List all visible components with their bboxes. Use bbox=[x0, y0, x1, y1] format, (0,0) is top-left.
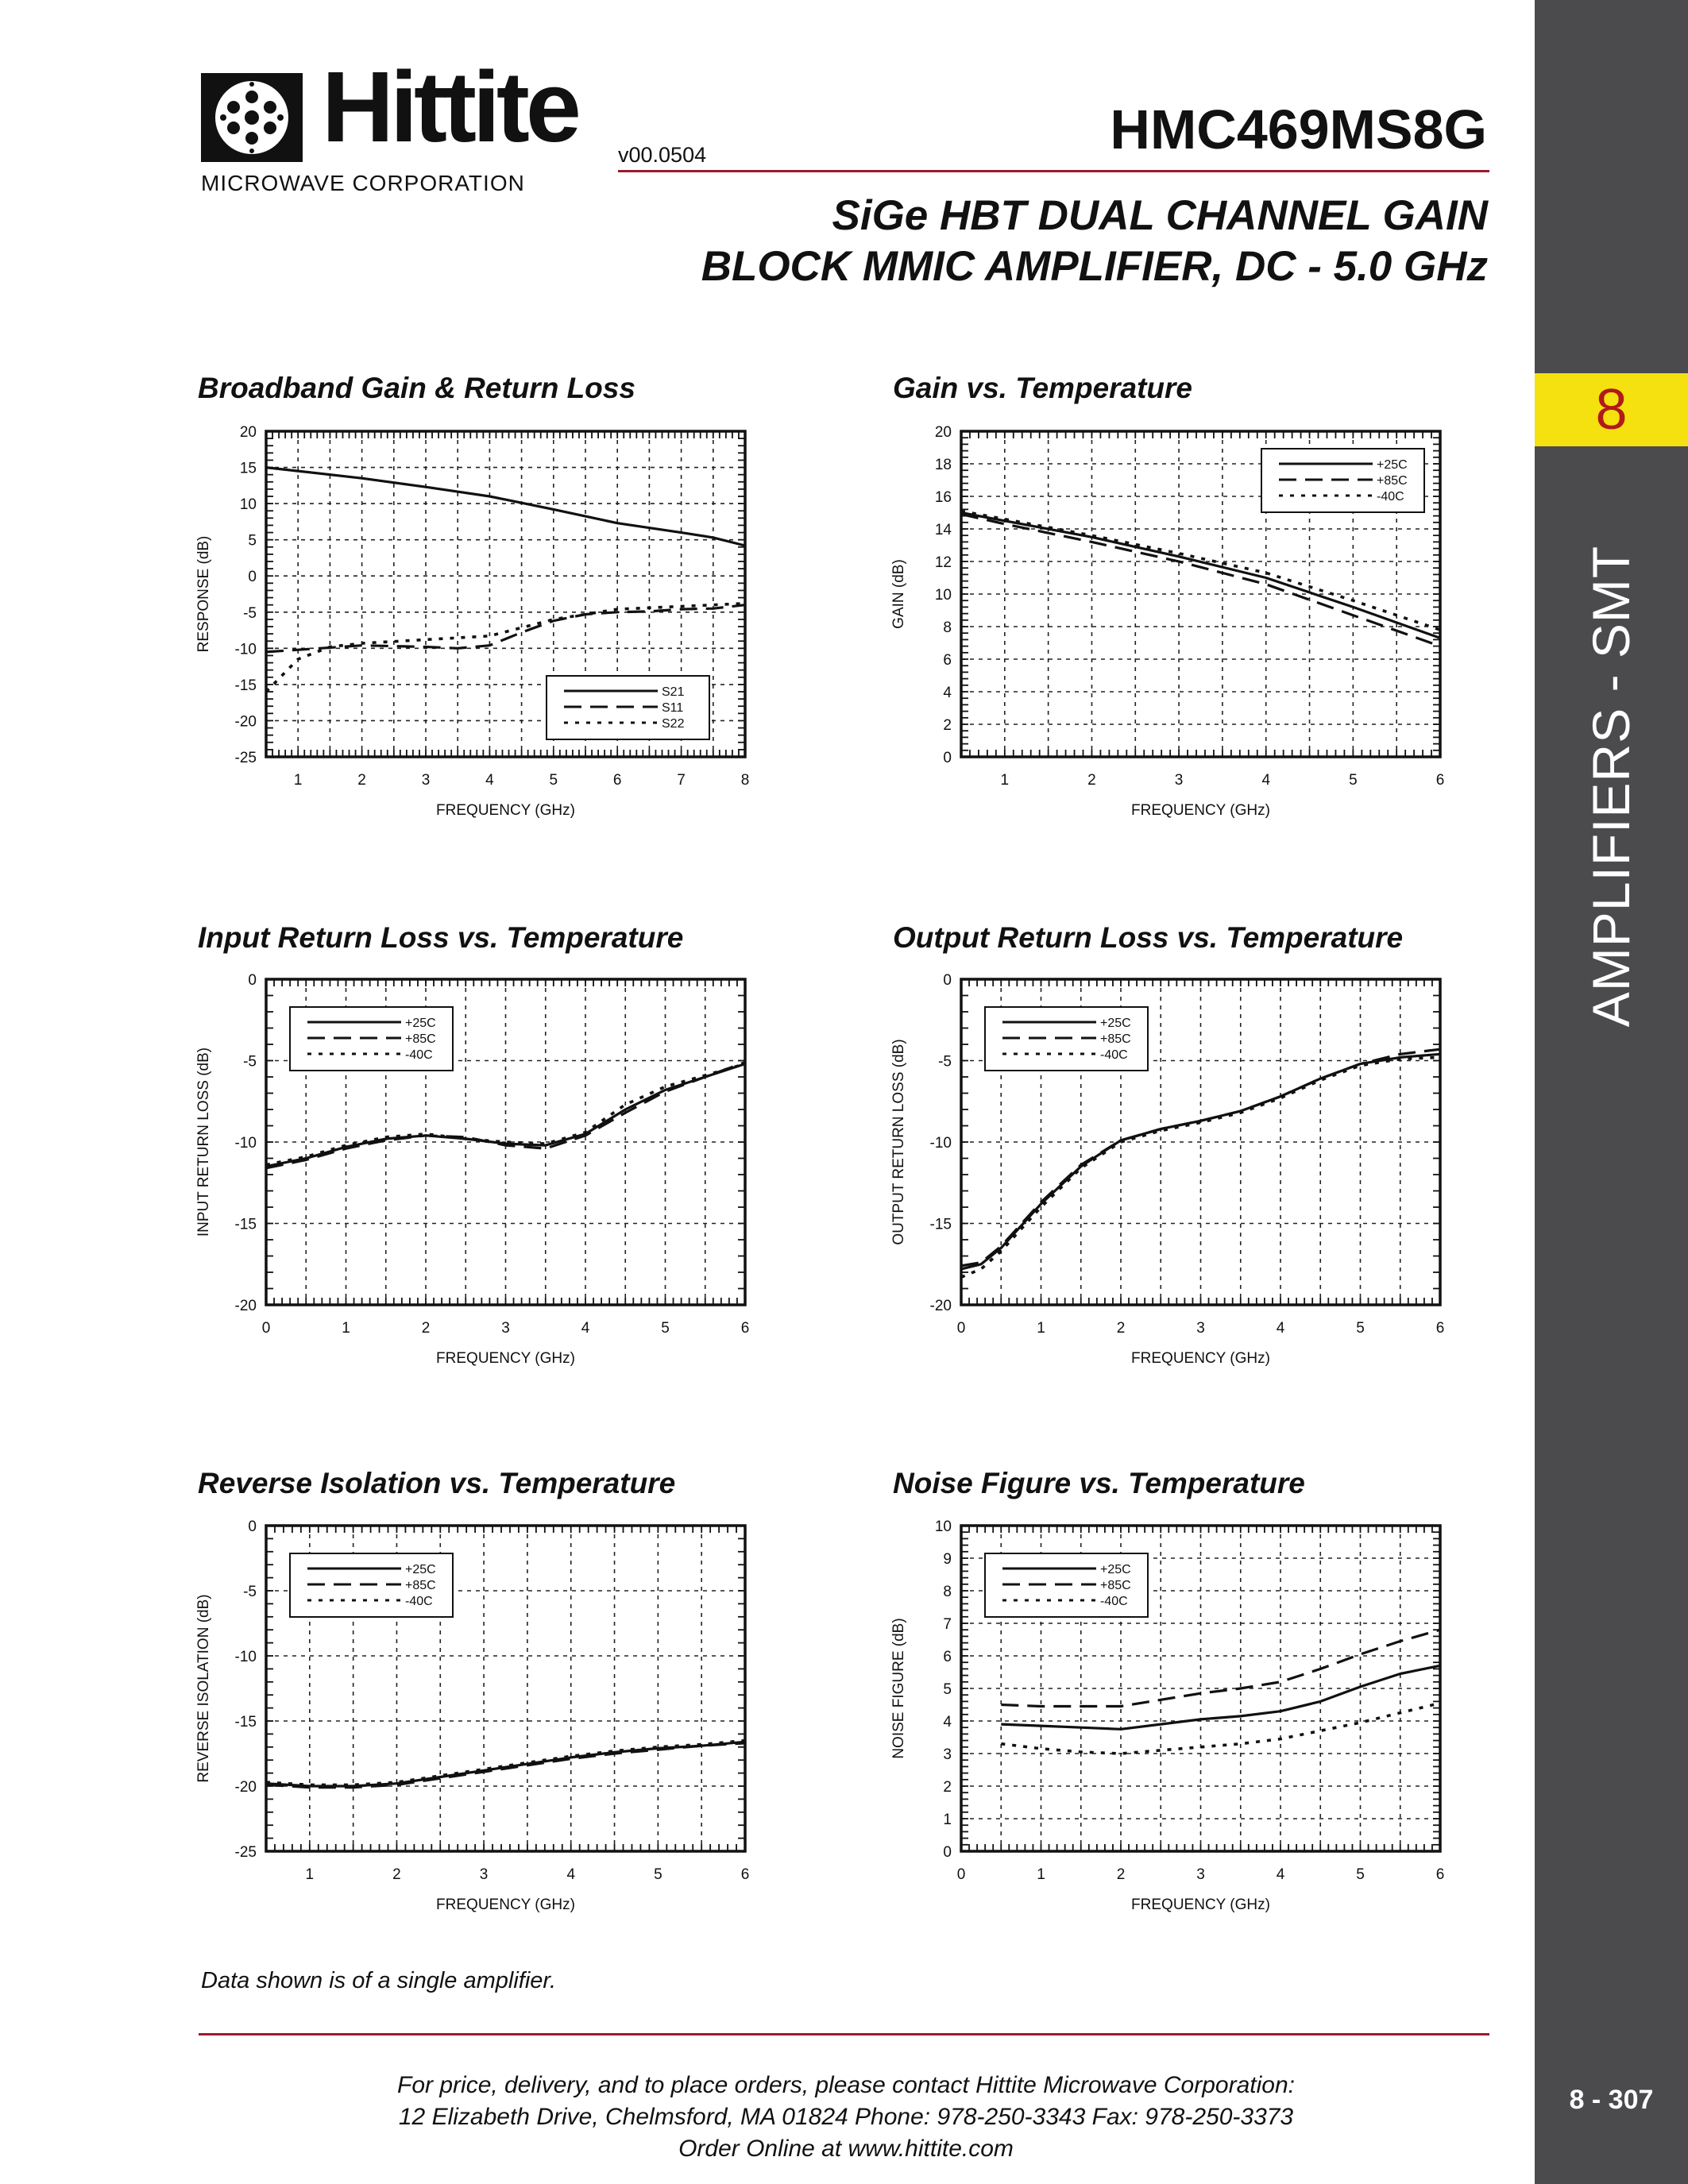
footer-line-2: 12 Elizabeth Drive, Chelmsford, MA 01824 Phone: 978-250-3343 Fax: 978-250-3373 bbox=[398, 2104, 1294, 2130]
legend-label: -40C bbox=[405, 1595, 433, 1608]
y-tick-label: 8 bbox=[943, 619, 952, 636]
legend-label: +85C bbox=[1100, 1032, 1131, 1046]
series-line-s21 bbox=[266, 468, 745, 546]
x-tick-label: 3 bbox=[1196, 1320, 1205, 1337]
x-tick-label: 2 bbox=[357, 772, 366, 789]
y-tick-label: -20 bbox=[234, 1298, 257, 1314]
y-tick-label: 9 bbox=[943, 1551, 952, 1568]
y-tick-label: 0 bbox=[943, 750, 952, 766]
y-tick-label: -10 bbox=[234, 641, 257, 658]
series-line-25c bbox=[961, 513, 1440, 639]
chart-output-return-loss bbox=[886, 965, 1458, 1382]
x-tick-label: 3 bbox=[1196, 1866, 1205, 1883]
legend-label: +25C bbox=[405, 1563, 436, 1576]
x-axis-label: FREQUENCY (GHz) bbox=[1131, 802, 1270, 819]
y-tick-label: 0 bbox=[248, 569, 257, 586]
y-tick-label: 10 bbox=[934, 587, 952, 604]
footer-line-3: Order Online at www.hittite.com bbox=[678, 2136, 1014, 2162]
y-tick-label: 15 bbox=[239, 460, 257, 477]
y-tick-label: 4 bbox=[943, 1714, 952, 1731]
x-tick-label: 3 bbox=[501, 1320, 510, 1337]
series-line-25c bbox=[1001, 1665, 1440, 1729]
x-tick-label: 7 bbox=[677, 772, 686, 789]
hittite-logo-icon bbox=[201, 73, 303, 162]
y-tick-label: 2 bbox=[943, 1779, 952, 1796]
x-tick-label: 4 bbox=[1276, 1866, 1285, 1883]
series-line-85c bbox=[266, 1743, 745, 1788]
x-tick-label: 5 bbox=[1356, 1866, 1365, 1883]
chart-legend bbox=[290, 1553, 453, 1617]
y-tick-label: -15 bbox=[234, 677, 257, 694]
y-tick-label: 16 bbox=[934, 489, 952, 506]
x-tick-label: 5 bbox=[549, 772, 558, 789]
x-tick-label: 1 bbox=[1037, 1866, 1045, 1883]
y-axis-label: OUTPUT RETURN LOSS (dB) bbox=[890, 1039, 907, 1245]
y-axis-label: NOISE FIGURE (dB) bbox=[890, 1618, 907, 1759]
header-rule bbox=[618, 170, 1489, 172]
legend-label: -40C bbox=[405, 1048, 433, 1062]
y-tick-label: 0 bbox=[248, 972, 257, 989]
y-tick-label: -15 bbox=[234, 1216, 257, 1233]
x-tick-label: 5 bbox=[654, 1866, 662, 1883]
x-tick-label: 6 bbox=[740, 1320, 750, 1337]
subtitle-line-2: BLOCK MMIC AMPLIFIER, DC - 5.0 GHz bbox=[701, 243, 1488, 290]
y-tick-label: -25 bbox=[234, 1844, 257, 1861]
legend-label: -40C bbox=[1100, 1048, 1128, 1062]
x-tick-label: 1 bbox=[1000, 772, 1010, 789]
y-tick-label: -5 bbox=[938, 1053, 952, 1071]
x-tick-label: 0 bbox=[956, 1866, 966, 1883]
y-tick-label: 0 bbox=[943, 1844, 952, 1861]
y-tick-label: -5 bbox=[243, 1053, 257, 1071]
y-tick-label: 12 bbox=[934, 554, 952, 571]
chart-reverse-isolation bbox=[191, 1511, 763, 1928]
x-tick-label: 4 bbox=[581, 1320, 590, 1337]
x-tick-label: 2 bbox=[1116, 1320, 1126, 1337]
legend-label: +25C bbox=[1100, 1563, 1131, 1576]
x-axis-label: FREQUENCY (GHz) bbox=[436, 1897, 575, 1913]
x-tick-label: 6 bbox=[1435, 1866, 1445, 1883]
y-axis-label: RESPONSE (dB) bbox=[195, 535, 212, 653]
y-tick-label: -20 bbox=[234, 1779, 257, 1796]
sidebar-bar bbox=[1535, 0, 1688, 2184]
y-tick-label: 20 bbox=[934, 424, 952, 441]
y-tick-label: 7 bbox=[943, 1616, 952, 1633]
x-tick-label: 0 bbox=[956, 1320, 966, 1337]
product-subtitle bbox=[701, 191, 1488, 292]
y-tick-label: 6 bbox=[943, 1649, 952, 1665]
chart-title-reverse-isolation: Reverse Isolation vs. Temperature bbox=[198, 1467, 676, 1499]
series-line-40c bbox=[1001, 1704, 1440, 1754]
y-tick-label: 5 bbox=[248, 532, 257, 550]
x-tick-label: 1 bbox=[305, 1866, 315, 1883]
x-tick-label: 5 bbox=[1349, 772, 1358, 789]
page-number: 8 - 307 bbox=[1569, 2085, 1654, 2115]
x-tick-label: 1 bbox=[1037, 1320, 1045, 1337]
footer-contact bbox=[199, 2070, 1493, 2165]
legend-label: +25C bbox=[1377, 458, 1408, 472]
x-tick-label: 4 bbox=[485, 772, 494, 789]
x-tick-label: 5 bbox=[661, 1320, 670, 1337]
x-axis-label: FREQUENCY (GHz) bbox=[1131, 1897, 1270, 1913]
y-tick-label: 0 bbox=[248, 1518, 257, 1535]
legend-label: S22 bbox=[662, 717, 685, 731]
series-line-85c bbox=[1001, 1630, 1440, 1706]
x-tick-label: 5 bbox=[1356, 1320, 1365, 1337]
y-tick-label: 8 bbox=[943, 1584, 952, 1600]
footer-line-1: For price, delivery, and to place orders, please contact Hittite Microwave Corporation: bbox=[397, 2072, 1295, 2098]
x-tick-label: 3 bbox=[479, 1866, 489, 1883]
x-tick-label: 3 bbox=[421, 772, 431, 789]
y-tick-label: 3 bbox=[943, 1746, 952, 1763]
x-tick-label: 2 bbox=[421, 1320, 431, 1337]
chart-legend bbox=[1261, 449, 1424, 512]
y-tick-label: -10 bbox=[234, 1649, 257, 1665]
y-tick-label: 1 bbox=[943, 1812, 952, 1828]
chart-legend bbox=[290, 1007, 453, 1071]
y-tick-label: 5 bbox=[943, 1681, 952, 1698]
y-tick-label: 20 bbox=[239, 424, 257, 441]
chart-title-gain-vs-temp: Gain vs. Temperature bbox=[893, 372, 1192, 404]
x-tick-label: 0 bbox=[261, 1320, 271, 1337]
y-tick-label: 2 bbox=[943, 717, 952, 734]
x-tick-label: 1 bbox=[342, 1320, 350, 1337]
document-version: v00.0504 bbox=[618, 143, 707, 167]
chart-noise-figure bbox=[886, 1511, 1458, 1928]
y-tick-label: 14 bbox=[934, 522, 952, 538]
x-tick-label: 2 bbox=[392, 1866, 401, 1883]
y-tick-label: 0 bbox=[943, 972, 952, 989]
x-tick-label: 3 bbox=[1174, 772, 1184, 789]
company-subtitle: MICROWAVE CORPORATION bbox=[201, 171, 525, 195]
legend-label: -40C bbox=[1100, 1595, 1128, 1608]
legend-label: -40C bbox=[1377, 490, 1404, 504]
x-axis-label: FREQUENCY (GHz) bbox=[436, 802, 575, 819]
section-tab: 8 bbox=[1535, 373, 1688, 446]
y-tick-label: -20 bbox=[234, 713, 257, 731]
chart-broadband-gain bbox=[191, 417, 763, 834]
y-tick-label: -20 bbox=[929, 1298, 952, 1314]
legend-label: +85C bbox=[405, 1032, 436, 1046]
legend-label: +85C bbox=[1100, 1579, 1131, 1592]
x-tick-label: 6 bbox=[612, 772, 622, 789]
chart-legend bbox=[547, 676, 709, 739]
chart-gain-vs-temp bbox=[886, 417, 1458, 834]
y-tick-label: 10 bbox=[239, 496, 257, 514]
legend-label: S11 bbox=[662, 701, 684, 715]
y-tick-label: 10 bbox=[934, 1518, 952, 1535]
chart-title-input-return-loss: Input Return Loss vs. Temperature bbox=[198, 921, 684, 954]
legend-label: +85C bbox=[405, 1579, 436, 1592]
x-tick-label: 2 bbox=[1087, 772, 1096, 789]
legend-label: S21 bbox=[662, 685, 685, 699]
chart-title-broadband-gain: Broadband Gain & Return Loss bbox=[198, 372, 635, 404]
x-tick-label: 6 bbox=[740, 1866, 750, 1883]
company-logo-word: Hittite bbox=[322, 51, 577, 163]
y-tick-label: -15 bbox=[234, 1714, 257, 1731]
chart-legend bbox=[985, 1553, 1148, 1617]
part-number: HMC469MS8G bbox=[1110, 98, 1487, 160]
x-tick-label: 6 bbox=[1435, 1320, 1445, 1337]
y-tick-label: 4 bbox=[943, 685, 952, 701]
footer-rule bbox=[199, 2033, 1489, 2035]
y-tick-label: -25 bbox=[234, 750, 257, 766]
chart-input-return-loss bbox=[191, 965, 763, 1382]
section-category: AMPLIFIERS - SMT bbox=[1582, 545, 1640, 1028]
y-tick-label: -5 bbox=[243, 604, 257, 622]
y-tick-label: -10 bbox=[929, 1135, 952, 1152]
y-tick-label: -15 bbox=[929, 1216, 952, 1233]
y-axis-label: REVERSE ISOLATION (dB) bbox=[195, 1594, 212, 1783]
x-tick-label: 6 bbox=[1435, 772, 1445, 789]
y-tick-label: 6 bbox=[943, 652, 952, 669]
y-tick-label: -10 bbox=[234, 1135, 257, 1152]
legend-label: +25C bbox=[1100, 1017, 1131, 1030]
y-axis-label: GAIN (dB) bbox=[890, 559, 907, 629]
y-axis-label: INPUT RETURN LOSS (dB) bbox=[195, 1047, 212, 1237]
y-tick-label: -5 bbox=[243, 1584, 257, 1600]
x-tick-label: 4 bbox=[1276, 1320, 1285, 1337]
chart-title-noise-figure: Noise Figure vs. Temperature bbox=[893, 1467, 1305, 1499]
data-note: Data shown is of a single amplifier. bbox=[201, 1968, 557, 1993]
x-tick-label: 4 bbox=[566, 1866, 576, 1883]
x-tick-label: 2 bbox=[1116, 1866, 1126, 1883]
subtitle-line-1: SiGe HBT DUAL CHANNEL GAIN bbox=[832, 192, 1488, 239]
y-tick-label: 18 bbox=[934, 457, 952, 473]
x-tick-label: 4 bbox=[1261, 772, 1271, 789]
x-axis-label: FREQUENCY (GHz) bbox=[1131, 1350, 1270, 1367]
chart-title-output-return-loss: Output Return Loss vs. Temperature bbox=[893, 921, 1404, 954]
x-tick-label: 1 bbox=[293, 772, 303, 789]
x-axis-label: FREQUENCY (GHz) bbox=[436, 1350, 575, 1367]
legend-label: +85C bbox=[1377, 474, 1408, 488]
chart-legend bbox=[985, 1007, 1148, 1071]
legend-label: +25C bbox=[405, 1017, 436, 1030]
x-tick-label: 8 bbox=[740, 772, 750, 789]
